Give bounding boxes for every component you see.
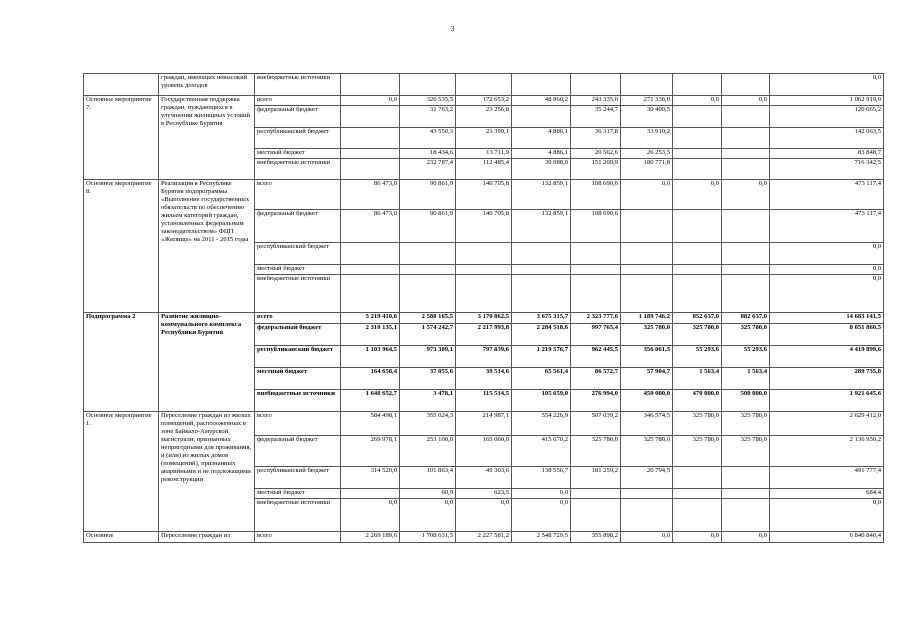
value-cell: 55 293,6 [673,346,722,368]
value-cell [722,106,770,128]
value-cell [512,106,571,128]
funding-source-cell: местный бюджет [255,368,341,390]
funding-source-cell: внебюджетные источники [255,74,341,96]
funding-source-cell: федеральный бюджет [255,210,341,243]
value-cell: 172 653,2 [456,96,512,106]
value-cell: 26 253,5 [621,149,673,159]
value-cell: 0,0 [456,499,512,532]
value-cell [400,243,456,265]
total-value-cell: 120 665,2 [770,106,884,128]
value-cell [571,265,621,275]
value-cell: 2 310 135,1 [341,324,400,346]
total-value-cell: 1 921 645,6 [770,390,884,412]
value-cell: 0,0 [341,499,400,532]
value-cell: 0,0 [400,499,456,532]
value-cell: 138 556,7 [512,467,571,489]
value-cell [571,499,621,532]
value-cell: 882 637,0 [722,313,770,324]
value-cell: 90 861,9 [400,210,456,243]
value-cell [621,74,673,96]
funding-source-cell: всего [255,532,341,543]
value-cell: 269 978,1 [341,436,400,467]
funding-source-cell: внебюджетные источники [255,159,341,180]
value-cell: 325 780,0 [673,324,722,346]
value-cell [722,243,770,265]
value-cell: 852 637,0 [673,313,722,324]
value-cell: 23 399,1 [456,128,512,149]
value-cell: 325 780,0 [722,436,770,467]
value-cell: 101 863,4 [400,467,456,489]
value-cell: 0,0 [673,532,722,543]
funding-source-cell: всего [255,412,341,436]
value-cell [673,265,722,275]
value-cell [400,74,456,96]
value-cell: 0,0 [722,180,770,210]
total-value-cell: 491 777,4 [770,467,884,489]
funding-source-cell: всего [255,180,341,210]
value-cell [571,275,621,313]
value-cell: 271 336,0 [621,96,673,106]
value-cell [722,149,770,159]
value-cell [512,74,571,96]
value-cell [722,210,770,243]
value-cell: 108 690,6 [571,180,621,210]
block-code-cell: Подпрограмма 2 [84,313,159,412]
block-code-cell: Основное мероприятие 7. [84,96,159,180]
value-cell: 30 400,5 [621,106,673,128]
value-cell [673,467,722,489]
total-value-cell: 473 117,4 [770,180,884,210]
total-value-cell: 142 063,5 [770,128,884,149]
value-cell: 470 000,0 [673,390,722,412]
value-cell [621,489,673,499]
budget-table [83,73,884,543]
total-value-cell: 8 051 860,5 [770,324,884,346]
value-cell: 554 226,9 [512,412,571,436]
value-cell [341,243,400,265]
page-number: 3 [450,25,455,33]
funding-source-cell: внебюджетные источники [255,275,341,313]
value-cell: 90 861,9 [400,180,456,210]
table-row [84,180,884,210]
value-cell [621,499,673,532]
value-cell: 962 445,5 [571,346,621,368]
value-cell: 115 514,5 [456,390,512,412]
value-cell [341,489,400,499]
funding-source-cell: местный бюджет [255,489,341,499]
value-cell: 325 780,0 [722,324,770,346]
value-cell: 2 217 993,8 [456,324,512,346]
table-row [84,74,884,96]
total-value-cell: 0,0 [770,243,884,265]
value-cell [341,128,400,149]
value-cell [722,159,770,180]
value-cell [621,265,673,275]
total-value-cell: 684,4 [770,489,884,499]
value-cell [722,499,770,532]
total-value-cell: 289 735,8 [770,368,884,390]
value-cell [341,74,400,96]
funding-source-cell: всего [255,96,341,106]
value-cell [621,275,673,313]
value-cell [571,243,621,265]
value-cell [673,489,722,499]
value-cell: 132 859,1 [512,210,571,243]
value-cell: 65 561,4 [512,368,571,390]
value-cell: 0,0 [673,96,722,106]
value-cell [341,106,400,128]
value-cell [673,74,722,96]
block-name-cell: Государственная поддержка граждан, нуждающихся в улучшении жилищных условий в Республике Бурятия [159,96,255,180]
block-name-cell: граждан, имеющих невысокий уровень доходов [159,74,255,96]
funding-source-cell: республиканский бюджет [255,128,341,149]
value-cell: 39 088,0 [512,159,571,180]
value-cell: 0,0 [341,96,400,106]
value-cell: 4 886,1 [512,128,571,149]
value-cell: 0,0 [621,180,673,210]
value-cell: 151 209,9 [571,159,621,180]
value-cell: 105 659,0 [512,390,571,412]
value-cell: 0,0 [722,532,770,543]
value-cell: 43 550,3 [400,128,456,149]
value-cell: 18 434,6 [400,149,456,159]
funding-source-cell: всего [255,313,341,324]
value-cell: 86 572,7 [571,368,621,390]
table-row [84,532,884,543]
value-cell: 500 000,0 [722,390,770,412]
value-cell: 355 898,2 [571,532,621,543]
total-value-cell: 6 840 840,4 [770,532,884,543]
value-cell: 48 860,2 [512,96,571,106]
value-cell: 325 780,0 [673,412,722,436]
value-cell [722,74,770,96]
funding-source-cell: федеральный бюджет [255,324,341,346]
value-cell [341,159,400,180]
value-cell [512,265,571,275]
value-cell: 132 859,1 [512,180,571,210]
value-cell: 356 061,5 [621,346,673,368]
value-cell: 232 787,4 [400,159,456,180]
value-cell: 180 771,8 [621,159,673,180]
value-cell: 55 293,6 [722,346,770,368]
value-cell: 973 389,1 [400,346,456,368]
value-cell: 2 227 581,2 [456,532,512,543]
value-cell [571,74,621,96]
funding-source-cell: республиканский бюджет [255,346,341,368]
value-cell [456,275,512,313]
value-cell: 325 780,0 [571,436,621,467]
block-name-cell: Реализация в Республике Бурятия подпрограммы «Выполнение государственных обязательств по обеспечению жильем категорий граждан, установленных федеральным законодательством» ФЦП «Жилище» на 2011 - 2015 годы [159,180,255,313]
value-cell: 507 039,2 [571,412,621,436]
value-cell: 33 910,2 [621,128,673,149]
value-cell: 214 987,1 [456,412,512,436]
funding-source-cell: республиканский бюджет [255,243,341,265]
value-cell: 1 563,4 [722,368,770,390]
value-cell: 0,0 [512,489,571,499]
value-cell [571,489,621,499]
value-cell [400,265,456,275]
value-cell: 86 473,0 [341,210,400,243]
value-cell: 0,0 [621,532,673,543]
value-cell: 325 780,0 [722,412,770,436]
value-cell: 355 024,3 [400,412,456,436]
value-cell: 2 284 518,6 [512,324,571,346]
value-cell: 31 763,2 [400,106,456,128]
value-cell: 326 535,5 [400,96,456,106]
value-cell: 20 794,5 [621,467,673,489]
value-cell: 165 060,0 [456,436,512,467]
value-cell [512,275,571,313]
value-cell [673,275,722,313]
value-cell: 415 670,2 [512,436,571,467]
total-value-cell: 83 848,7 [770,149,884,159]
total-value-cell: 716 342,5 [770,159,884,180]
table-row [84,313,884,324]
value-cell: 140 705,8 [456,180,512,210]
value-cell: 1 563,4 [673,368,722,390]
block-name-cell: Переселение граждан из [159,532,255,543]
funding-source-cell: федеральный бюджет [255,436,341,467]
value-cell [621,243,673,265]
value-cell: 3 478,1 [400,390,456,412]
value-cell: 325 780,0 [621,436,673,467]
funding-source-cell: федеральный бюджет [255,106,341,128]
value-cell: 164 658,4 [341,368,400,390]
value-cell [673,149,722,159]
funding-source-cell: внебюджетные источники [255,499,341,532]
value-cell: 1 574 242,7 [400,324,456,346]
value-cell: 112 485,4 [456,159,512,180]
funding-source-cell: внебюджетные источники [255,390,341,412]
value-cell: 253 100,0 [400,436,456,467]
value-cell [673,128,722,149]
total-value-cell: 4 419 899,6 [770,346,884,368]
value-cell: 35 244,7 [571,106,621,128]
value-cell [341,149,400,159]
value-cell: 2 548 729,5 [512,532,571,543]
value-cell: 1 708 631,5 [400,532,456,543]
value-cell [456,74,512,96]
value-cell [341,265,400,275]
block-code-cell: Основное мероприятие 1. [84,412,159,532]
value-cell: 86 473,0 [341,180,400,210]
funding-source-cell: местный бюджет [255,149,341,159]
total-value-cell: 0,0 [770,499,884,532]
value-cell: 314 520,0 [341,467,400,489]
block-code-cell: Основное мероприятие 8. [84,180,159,313]
value-cell: 0,0 [512,499,571,532]
value-cell: 2 269 189,6 [341,532,400,543]
total-value-cell: 1 062 919,9 [770,96,884,106]
table-body [84,74,884,543]
block-name-cell: Развитие жилищно-коммунального комплекса Республики Бурятия [159,313,255,412]
total-value-cell: 2 629 412,0 [770,412,884,436]
value-cell: 60,9 [400,489,456,499]
value-cell: 57 904,7 [621,368,673,390]
value-cell: 1 640 652,7 [341,390,400,412]
value-cell: 997 765,4 [571,324,621,346]
total-value-cell: 2 136 950,2 [770,436,884,467]
value-cell [722,489,770,499]
value-cell: 243 335,0 [571,96,621,106]
value-cell: 584 498,1 [341,412,400,436]
value-cell: 623,5 [456,489,512,499]
value-cell: 2 323 777,6 [571,313,621,324]
block-code-cell: Основное [84,532,159,543]
table-row [84,96,884,106]
value-cell [722,467,770,489]
value-cell: 13 711,9 [456,149,512,159]
value-cell: 3 675 315,7 [512,313,571,324]
value-cell: 23 256,8 [456,106,512,128]
value-cell [456,265,512,275]
value-cell [673,106,722,128]
value-cell: 20 562,6 [571,149,621,159]
value-cell [673,210,722,243]
value-cell: 450 000,0 [621,390,673,412]
value-cell [512,243,571,265]
value-cell [673,499,722,532]
value-cell: 37 055,6 [400,368,456,390]
funding-source-cell: местный бюджет [255,265,341,275]
value-cell: 346 574,5 [621,412,673,436]
value-cell: 0,0 [673,180,722,210]
value-cell: 39 514,6 [456,368,512,390]
total-value-cell: 473 117,4 [770,210,884,243]
value-cell: 181 259,2 [571,467,621,489]
value-cell: 0,0 [722,96,770,106]
value-cell [722,128,770,149]
total-value-cell: 14 683 141,5 [770,313,884,324]
value-cell: 325 780,0 [621,324,673,346]
value-cell: 2 588 165,5 [400,313,456,324]
value-cell [621,210,673,243]
value-cell: 5 219 410,6 [341,313,400,324]
value-cell [673,159,722,180]
value-cell [456,243,512,265]
value-cell: 3 170 862,5 [456,313,512,324]
funding-source-cell: республиканский бюджет [255,467,341,489]
total-value-cell: 0,0 [770,74,884,96]
value-cell [400,275,456,313]
table-row [84,412,884,436]
value-cell: 108 690,6 [571,210,621,243]
value-cell: 49 303,6 [456,467,512,489]
block-name-cell: Переселение граждан из жилых помещений, расположенных в зоне Байкало-Амурской магистрали, признанных непригодными для проживания, и (или) из жилых домов (помещений), признанных аварийными и не подлежащими реконструкции [159,412,255,532]
total-value-cell: 0,0 [770,265,884,275]
value-cell: 1 103 964,5 [341,346,400,368]
value-cell: 276 994,0 [571,390,621,412]
value-cell: 4 886,1 [512,149,571,159]
value-cell: 325 780,0 [673,436,722,467]
value-cell [722,275,770,313]
value-cell [673,243,722,265]
value-cell: 1 189 746,2 [621,313,673,324]
value-cell: 140 705,8 [456,210,512,243]
value-cell: 1 219 576,7 [512,346,571,368]
block-code-cell [84,74,159,96]
value-cell: 797 839,6 [456,346,512,368]
value-cell [341,275,400,313]
total-value-cell: 0,0 [770,275,884,313]
value-cell: 36 317,8 [571,128,621,149]
value-cell [722,265,770,275]
